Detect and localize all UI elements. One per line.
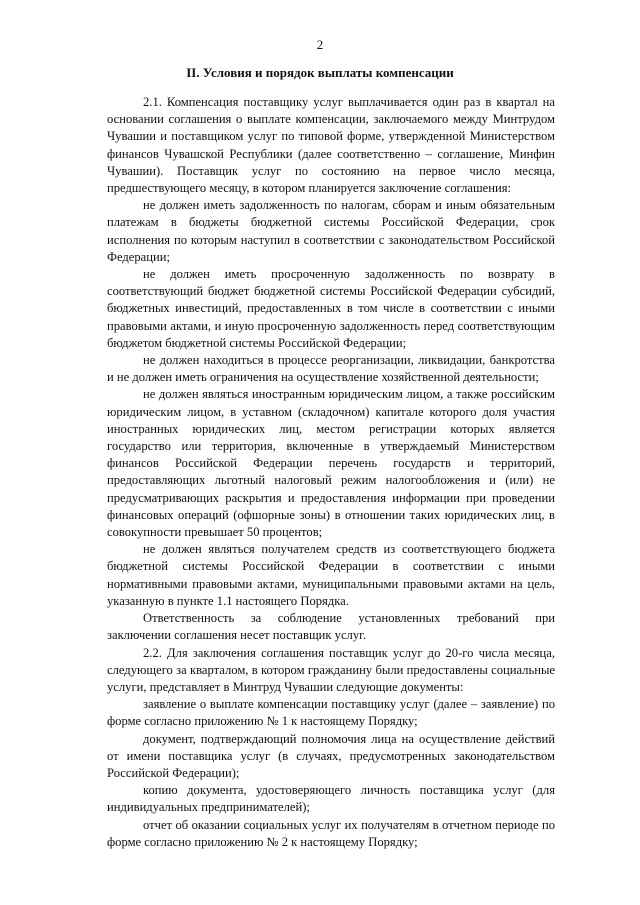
paragraph-identity-copy: копию документа, удостоверяющего личность поставщика услуг (для индивидуальных предпринимателей); — [107, 783, 555, 815]
document-body — [107, 94, 555, 851]
paragraph-2-2: 2.2. Для заключения соглашения поставщик услуг до 20-го числа месяца, следующего за кварталом, в котором гражданину были предоставлены социальные услуги, представляет в Минтруд Чувашии следующие документы: — [107, 645, 555, 694]
paragraph-not-budget-recipient: не должен являться получателем средств из соответствующего бюджета бюджетной системы Российской Федерации в соответствии с иными нормативными правовыми актами, муниципальными правовыми актами на цель, указанную в пункте 1.1 настоящего Порядка. — [107, 542, 555, 608]
paragraph-no-tax-debt: не должен иметь задолженность по налогам, сборам и иным обязательным платежам в бюджеты бюджетной системы Российской Федерации, срок исполнения по которым наступил в соответствии с законодательством Российской Федерации; — [107, 198, 555, 264]
paragraph-services-report: отчет об оказании социальных услуг их получателям в отчетном периоде по форме согласно приложению № 2 к настоящему Порядку; — [107, 817, 555, 849]
paragraph-not-foreign-entity: не должен являться иностранным юридическим лицом, а также российским юридическим лицом, в уставном (складочном) капитале которого доля участия иностранных юридических лиц, местом регистрации которых является государство или территория, включенные в утверждаемый Министерством финансов Российской Федерации перечень государств и территорий, предоставляющих льготный налоговый режим налогообложения и (или) не предусматривающих раскрытия и предоставления информации при проведении финансовых операций (офшорные зоны) в отношении таких юридических лиц, в совокупности превышает 50 процентов; — [107, 387, 555, 540]
page-number: 2 — [316, 37, 324, 52]
paragraph-2-1: 2.1. Компенсация поставщику услуг выплачивается один раз в квартал на основании соглашения о выплате компенсации, заключаемого между Минтрудом Чувашии и поставщиком услуг по типовой форме, утвержденной Министерством финансов Чувашской Республики (далее соответственно – соглашение, Минфин Чувашии). Поставщик услуг по состоянию на первое число месяца, предшествующего месяцу, в котором планируется заключение соглашения: — [107, 95, 555, 196]
paragraph-no-reorganization: не должен находиться в процессе реорганизации, ликвидации, банкротства и не должен иметь ограничения на осуществление хозяйственной деятельности; — [107, 353, 555, 385]
paragraph-no-overdue-debt: не должен иметь просроченную задолженность по возврату в соответствующий бюджет бюджетной системы Российской Федерации субсидий, бюджетных инвестиций, предоставленных в том числе в соответствии с иными правовыми актами, и иную просроченную задолженность перед соответствующим бюджетом бюджетной системы Российской Федерации; — [107, 267, 555, 350]
paragraph-authority-document: документ, подтверждающий полномочия лица на осуществление действий от имени поставщика услуг (в случаях, предусмотренных законодательством Российской Федерации); — [107, 731, 555, 780]
section-title: II. Условия и порядок выплаты компенсации — [186, 65, 454, 80]
paragraph-responsibility: Ответственность за соблюдение установленных требований при заключении соглашения несет поставщик услуг. — [107, 611, 555, 643]
paragraph-application: заявление о выплате компенсации поставщику услуг (далее – заявление) по форме согласно приложению № 1 к настоящему Порядку; — [107, 697, 555, 729]
